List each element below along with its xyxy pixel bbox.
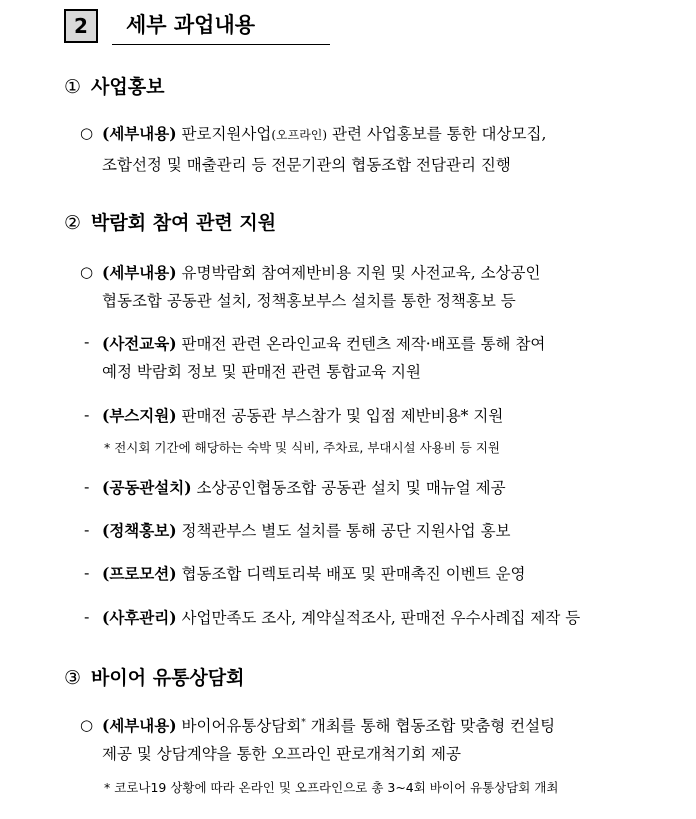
dash-bullet: - [84,478,90,496]
dash-bullet: - [84,608,90,626]
sub-line1-text: 협동조합 디렉토리북 배포 및 판매촉진 이벤트 운영 [181,565,526,583]
s2-main-line1-text: 유명박람회 참여제반비용 지원 및 사전교육, 소상공인 [181,264,541,282]
sub-label: (프로모션) [102,564,177,583]
bullet-circle: ○ [80,124,94,142]
s1-label: (세부내용) [102,124,177,143]
sub-label: (부스지원) [102,406,177,425]
s1-line-1 [102,122,546,144]
dash-bullet: - [84,406,90,424]
heading-mark: ① [64,76,82,98]
sub-line1-text: 소상공인협동조합 공동관 설치 및 매뉴얼 제공 [196,479,506,497]
s3-line-2: 제공 및 상담계약을 통한 오프라인 판로개척기회 제공 [102,745,461,763]
sub-line-1 [102,404,503,426]
section-header [64,9,330,47]
sub-label: (정책홍보) [102,521,177,540]
s2-main-line-2: 협동조합 공동관 설치, 정책홍보부스 설치를 통한 정책홍보 등 [102,292,516,310]
heading-mark: ② [64,212,82,234]
sub-line-1 [102,606,580,628]
s2-main-line-1 [102,261,540,283]
s3-line1a: 바이어유통상담회 [181,717,302,735]
section-number: 2 [64,9,98,43]
s3-line-1 [102,714,555,736]
s3-footnote: * 코로나19 상황에 따라 온라인 및 오프라인으로 총 3~4회 바이어 유통상담회 개최 [104,780,559,795]
s3-label: (세부내용) [102,716,177,735]
heading-text: 사업홍보 [91,76,165,98]
s3-footnote-mark: * [301,717,306,728]
booth-footnote: * 전시회 기간에 해당하는 숙박 및 식비, 주차료, 부대시설 사용비 등 지원 [104,440,501,455]
heading-mark: ③ [64,667,82,689]
section-title: 세부 과업내용 [112,9,330,45]
sub-line-2: 예정 박람회 정보 및 판매전 관련 통합교육 지원 [102,363,421,381]
sub-line1-text: 사업만족도 조사, 계약실적조사, 판매전 우수사례집 제작 등 [181,609,581,627]
sub-line-1 [102,476,506,498]
heading-2 [64,208,276,235]
sub-line-1 [102,332,545,354]
sub-line-1 [102,519,511,541]
sub-label: (공동관설치) [102,478,192,497]
s1-line1-rest: 관련 사업홍보를 통한 대상모집, [332,125,547,143]
sub-line1-text: 판매전 관련 온라인교육 컨텐츠 제작·배포를 통해 참여 [181,335,546,353]
sub-line-1 [102,562,526,584]
dash-bullet: - [84,521,90,539]
sub-line1-text: 정책관부스 별도 설치를 통해 공단 지원사업 홍보 [181,522,511,540]
s1-line1-small: (오프라인) [271,128,328,142]
heading-3 [64,663,245,690]
sub-line1-text: 판매전 공동관 부스참가 및 입점 제반비용* 지원 [181,407,504,425]
heading-text: 박람회 참여 관련 지원 [91,212,277,234]
dash-bullet: - [84,564,90,582]
s1-line1-text: 판로지원사업 [181,125,272,143]
bullet-circle: ○ [80,263,94,281]
s2-main-label: (세부내용) [102,263,177,282]
heading-text: 바이어 유통상담회 [91,667,245,689]
sub-label: (사후관리) [102,608,177,627]
s3-line1b: 개최를 통해 협동조합 맞춤형 컨설팅 [310,717,556,735]
heading-1 [64,72,164,99]
bullet-circle: ○ [80,716,94,734]
sub-label: (사전교육) [102,334,177,353]
s1-line-2: 조합선정 및 매출관리 등 전문기관의 협동조합 전담관리 진행 [102,156,511,174]
dash-bullet: - [84,333,90,351]
